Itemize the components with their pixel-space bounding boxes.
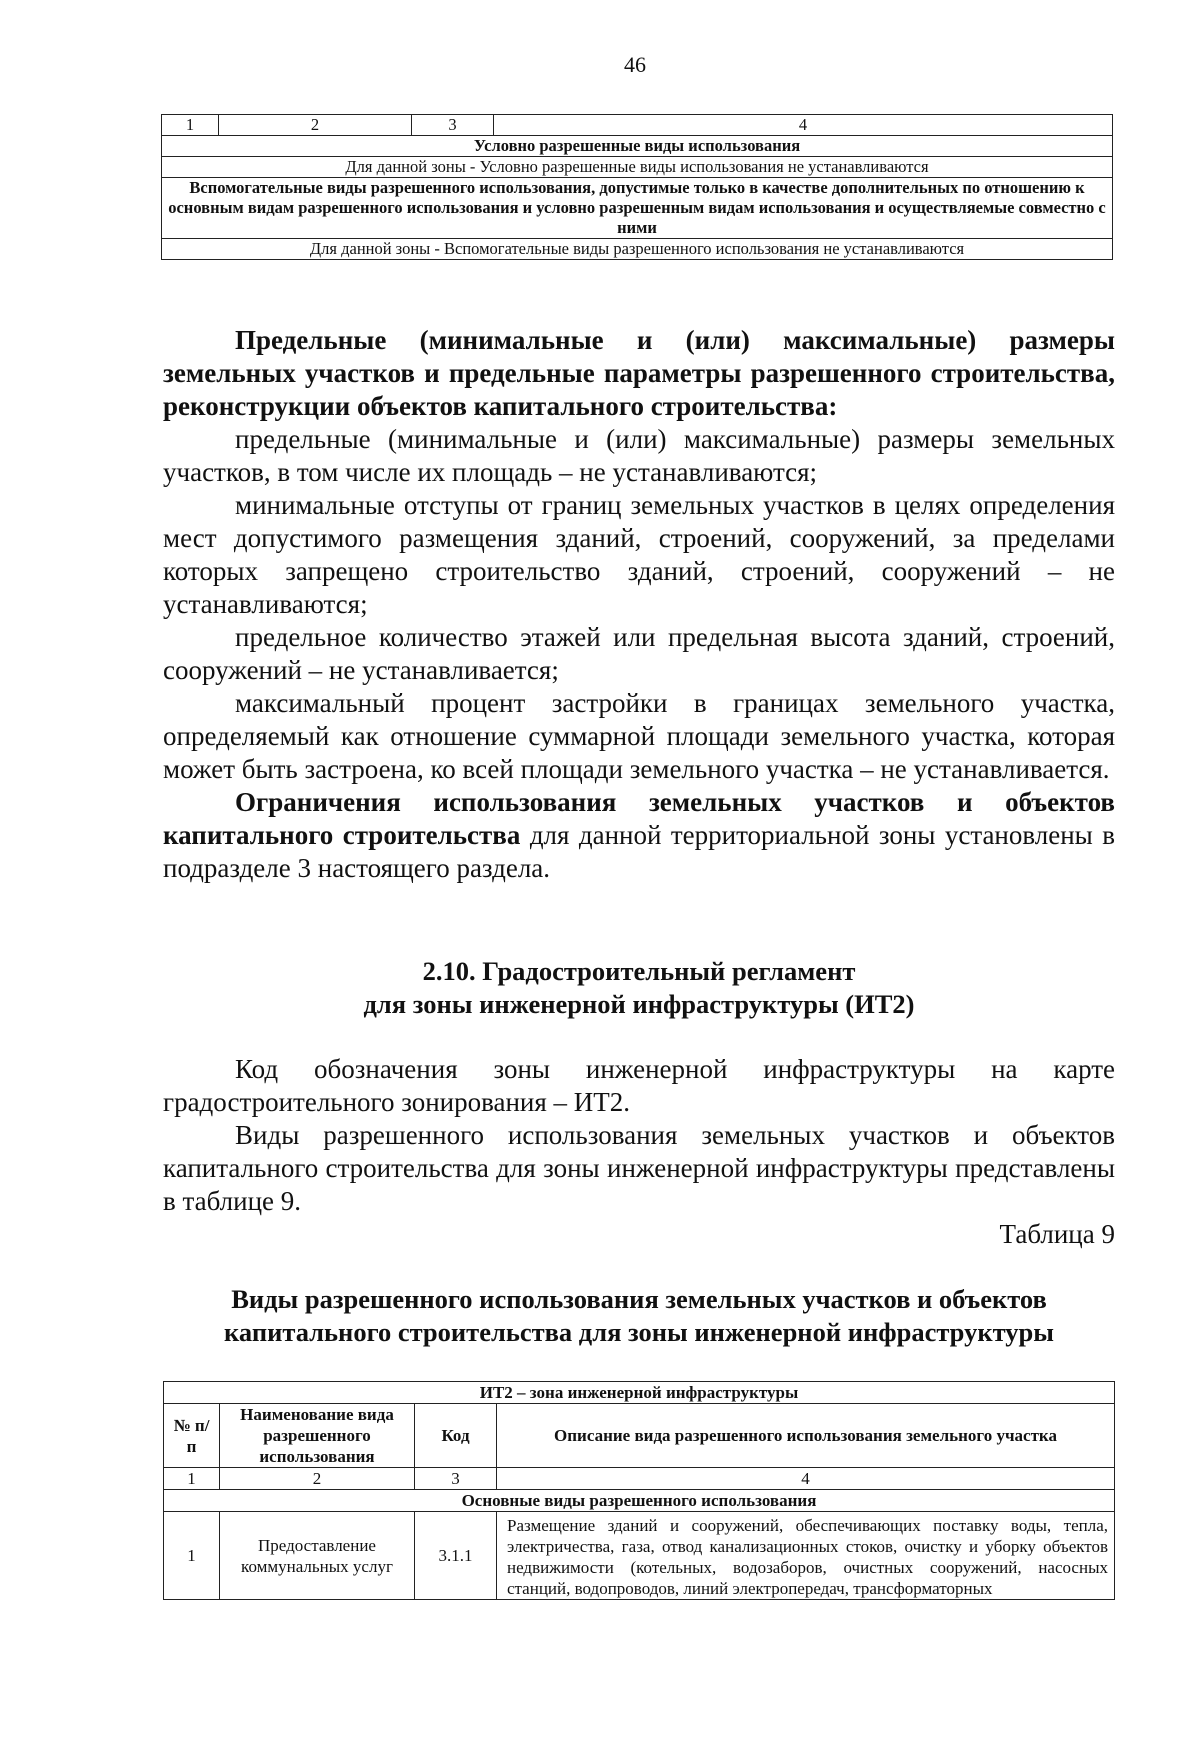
conditional-uses-header: Условно разрешенные виды использования: [162, 136, 1113, 157]
zone-header: ИТ2 – зона инженерной инфраструктуры: [164, 1382, 1115, 1404]
section-title-line-1: 2.10. Градостроительный регламент: [422, 956, 856, 986]
limits-heading: Предельные (минимальные и (или) максимальные) размеры земельных участков и предельные параметры разрешенного строительства, реконструкции объектов капитального строительства:: [163, 325, 1115, 421]
table-label: Таблица 9: [999, 1219, 1115, 1249]
group-header: Основные виды разрешенного использования: [164, 1490, 1115, 1512]
col-number: 2: [219, 115, 412, 136]
table-title-line-2: капитального строительства для зоны инженерной инфраструктуры: [224, 1317, 1054, 1347]
restrictions-rest: для данной территориальной зоны установлены в подразделе 3 настоящего раздела.: [163, 820, 1115, 883]
row-name: Предоставление коммунальных услуг: [220, 1512, 415, 1600]
permitted-use-table-continued: [161, 114, 1113, 260]
section-title: [163, 955, 1115, 1021]
page-number: 46: [624, 52, 646, 77]
auxiliary-uses-note: Для данной зоны - Вспомогательные виды разрешенного использования не устанавливаются: [162, 239, 1113, 260]
col-number: 4: [497, 1468, 1115, 1490]
row-code: 3.1.1: [415, 1512, 497, 1600]
limits-paragraph-3: предельное количество этажей или предельная высота зданий, строений, сооружений – не устанавливается;: [163, 622, 1115, 685]
section-body: [163, 1053, 1115, 1251]
col-header-number: № п/п: [164, 1404, 220, 1468]
restrictions-bold: Ограничения использования земельных участков и объектов капитального строительства: [163, 787, 1115, 850]
limits-paragraph-4: максимальный процент застройки в границах земельного участка, определяемый как отношение суммарной площади земельного участка, которая может быть застроена, ко всей площади земельного участка – не устанавливается.: [163, 688, 1115, 784]
col-number: 4: [494, 115, 1113, 136]
limits-paragraph-1: предельные (минимальные и (или) максимальные) размеры земельных участков, в том числе их площадь – не устанавливаются;: [163, 424, 1115, 487]
col-header-name: Наименование вида разрешенного использования: [220, 1404, 415, 1468]
table-title: [163, 1283, 1115, 1349]
limits-paragraph-2: минимальные отступы от границ земельных участков в целях определения мест допустимого размещения зданий, строений, сооружений, за пределами которых запрещено строительство зданий, строений, сооружений – не устанавливаются;: [163, 490, 1115, 619]
col-number: 3: [415, 1468, 497, 1490]
restrictions-paragraph: [163, 786, 1115, 885]
col-number: 2: [220, 1468, 415, 1490]
section-paragraph-2: Виды разрешенного использования земельных участков и объектов капитального строительства для зоны инженерной инфраструктуры представлены в таблице 9.: [163, 1120, 1115, 1216]
col-header-code: Код: [415, 1404, 497, 1468]
table-9: [163, 1381, 1115, 1600]
table-header-row: [162, 115, 1113, 136]
conditional-uses-note: Для данной зоны - Условно разрешенные виды использования не устанавливаются: [162, 157, 1113, 178]
table-title-line-1: Виды разрешенного использования земельных участков и объектов: [231, 1284, 1047, 1314]
col-number: 1: [164, 1468, 220, 1490]
section-paragraph-1: Код обозначения зоны инженерной инфраструктуры на карте градостроительного зонирования – ИТ2.: [163, 1054, 1115, 1117]
row-number: 1: [164, 1512, 220, 1600]
section-title-line-2: для зоны инженерной инфраструктуры (ИТ2): [363, 989, 915, 1019]
row-description: Размещение зданий и сооружений, обеспечивающих поставку воды, тепла, электричества, газа, отвод канализационных стоков, очистку и уборку объектов недвижимости (котельных, водозаборов, очистных сооружений, насосных станций, водопроводов, линий электропередач, трансформаторных: [497, 1512, 1115, 1600]
limits-section: [163, 324, 1115, 885]
col-header-description: Описание вида разрешенного использования земельного участка: [497, 1404, 1115, 1468]
col-number: 1: [162, 115, 219, 136]
table-row: [164, 1512, 1115, 1600]
auxiliary-uses-header: Вспомогательные виды разрешенного использования, допустимые только в качестве дополнительных по отношению к основным видам разрешенного использования и условно разрешенным видам использования и осуществляемые совместно с ними: [162, 178, 1113, 239]
col-number: 3: [412, 115, 494, 136]
